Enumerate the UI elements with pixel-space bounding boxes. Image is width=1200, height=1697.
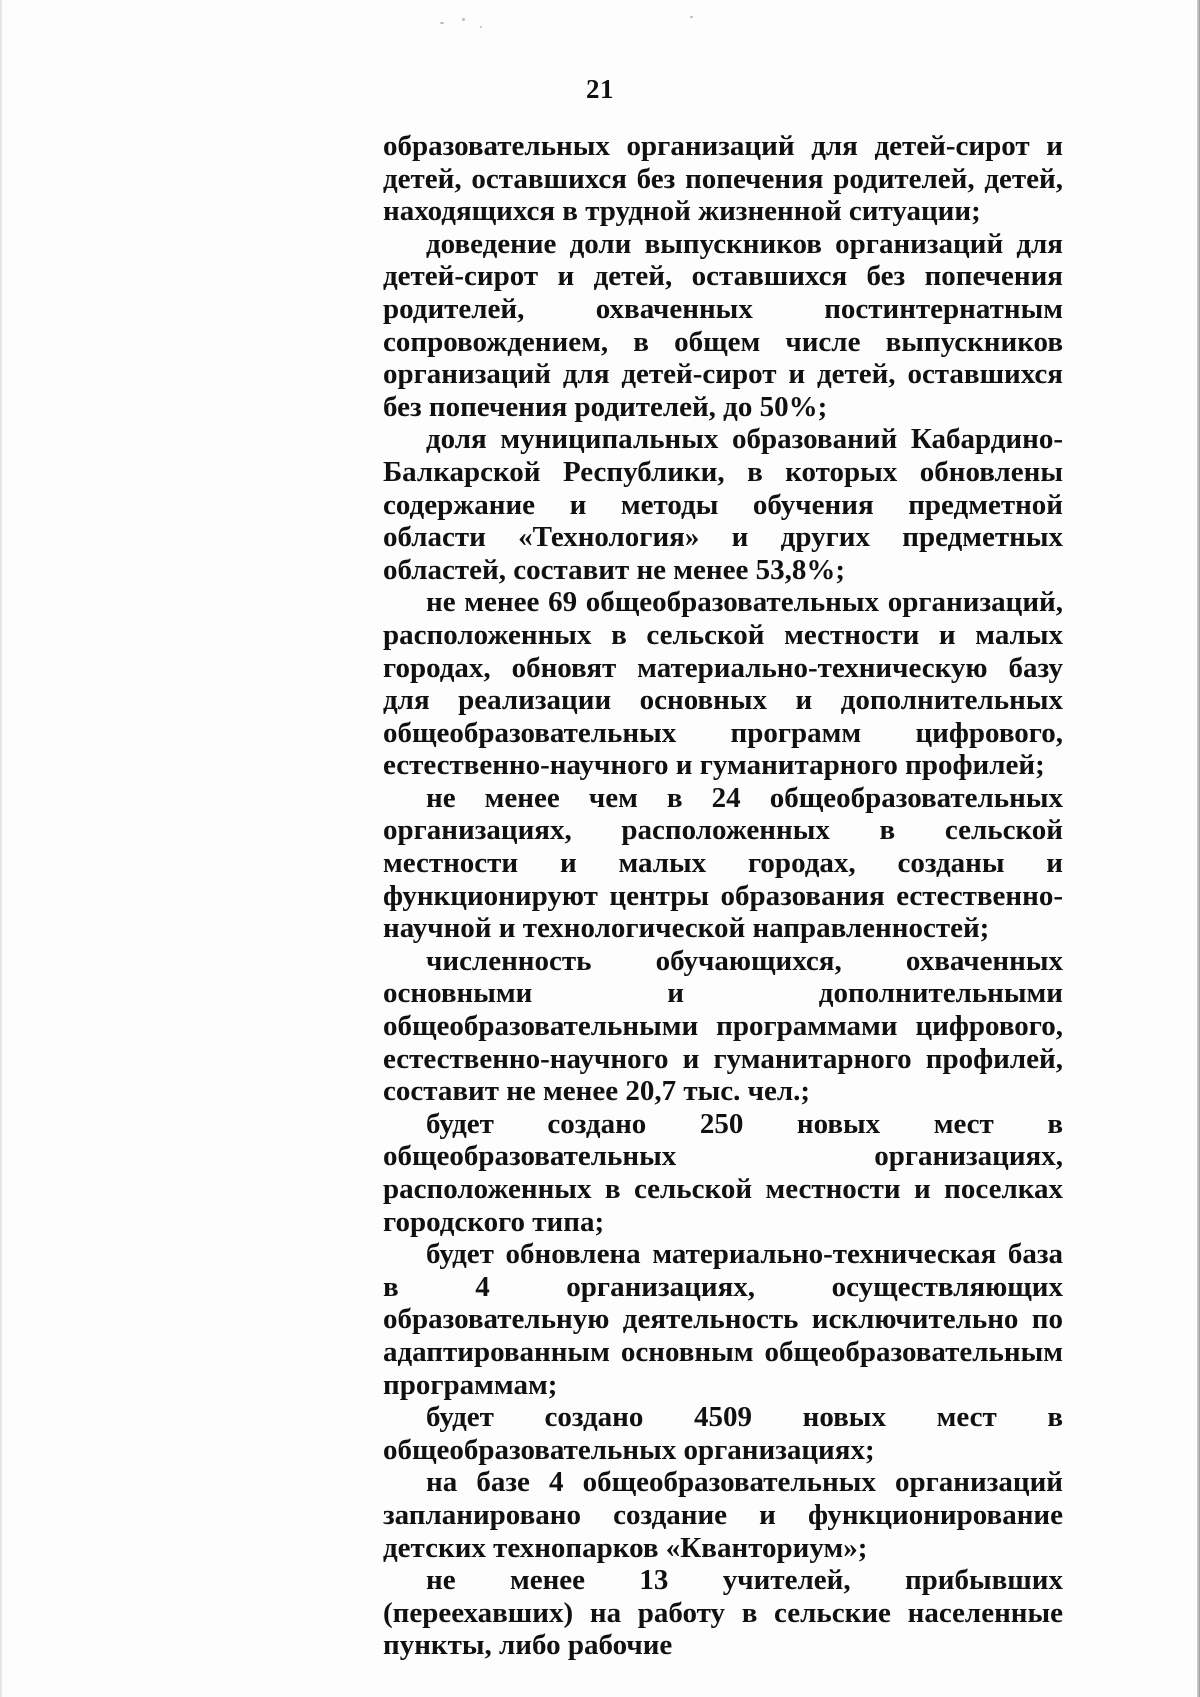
paragraph: не менее чем в 24 общеобразовательных организациях, расположенных в сельской местности и малых городах, созданы и функционируют центры образования естественно-научной и технологической направленностей; <box>383 781 1063 945</box>
paragraph: будет обновлена материально-техническая база в 4 организациях, осуществляющих образовательную деятельность исключительно по адаптированным основным общеобразовательным программам; <box>383 1238 1063 1401</box>
body-text <box>383 130 1063 1662</box>
paragraph: численность обучающихся, охваченных основными и дополнительными общеобразовательными программами цифрового, естественно-научного и гуманитарного профилей, составит не менее 20,7 тыс. чел.; <box>383 944 1063 1108</box>
scan-speck <box>440 22 444 24</box>
paragraph: не менее 69 общеобразовательных организаций, расположенных в сельской местности и малых городах, обновят материально-техническую базу для реализации основных и дополнительных общеобразовательных программ цифрового, естественно-научного и гуманитарного профилей; <box>383 586 1063 782</box>
scan-speck <box>480 26 482 28</box>
paragraph: не менее 13 учителей, прибывших (переехавших) на работу в сельские населенные пункты, либо рабочие <box>383 1564 1063 1662</box>
scan-speck <box>462 18 465 21</box>
paragraph: будет создано 250 новых мест в общеобразовательных организациях, расположенных в сельской местности и поселках городского типа; <box>383 1107 1063 1238</box>
paragraph: на базе 4 общеобразовательных организаций запланировано создание и функционирование детских технопарков «Кванториум»; <box>383 1466 1063 1564</box>
paragraph: доведение доли выпускников организаций для детей-сирот и детей, оставшихся без попечения родителей, охваченных постинтернатным сопровождением, в общем числе выпускников организаций для детей-сирот и детей, оставшихся без попечения родителей, до 50%; <box>383 227 1063 423</box>
scan-left-edge <box>0 0 2 1697</box>
paragraph: будет создано 4509 новых мест в общеобразовательных организациях; <box>383 1401 1063 1466</box>
page-number: 21 <box>586 74 614 104</box>
paragraph: доля муниципальных образований Кабардино-Балкарской Республики, в которых обновлены содержание и методы обучения предметной области «Технология» и других предметных областей, составит не менее 53,8%; <box>383 423 1063 586</box>
paragraph: образовательных организаций для детей-сирот и детей, оставшихся без попечения родителей, детей, находящихся в трудной жизненной ситуации; <box>383 130 1063 228</box>
scan-speck <box>690 16 693 18</box>
